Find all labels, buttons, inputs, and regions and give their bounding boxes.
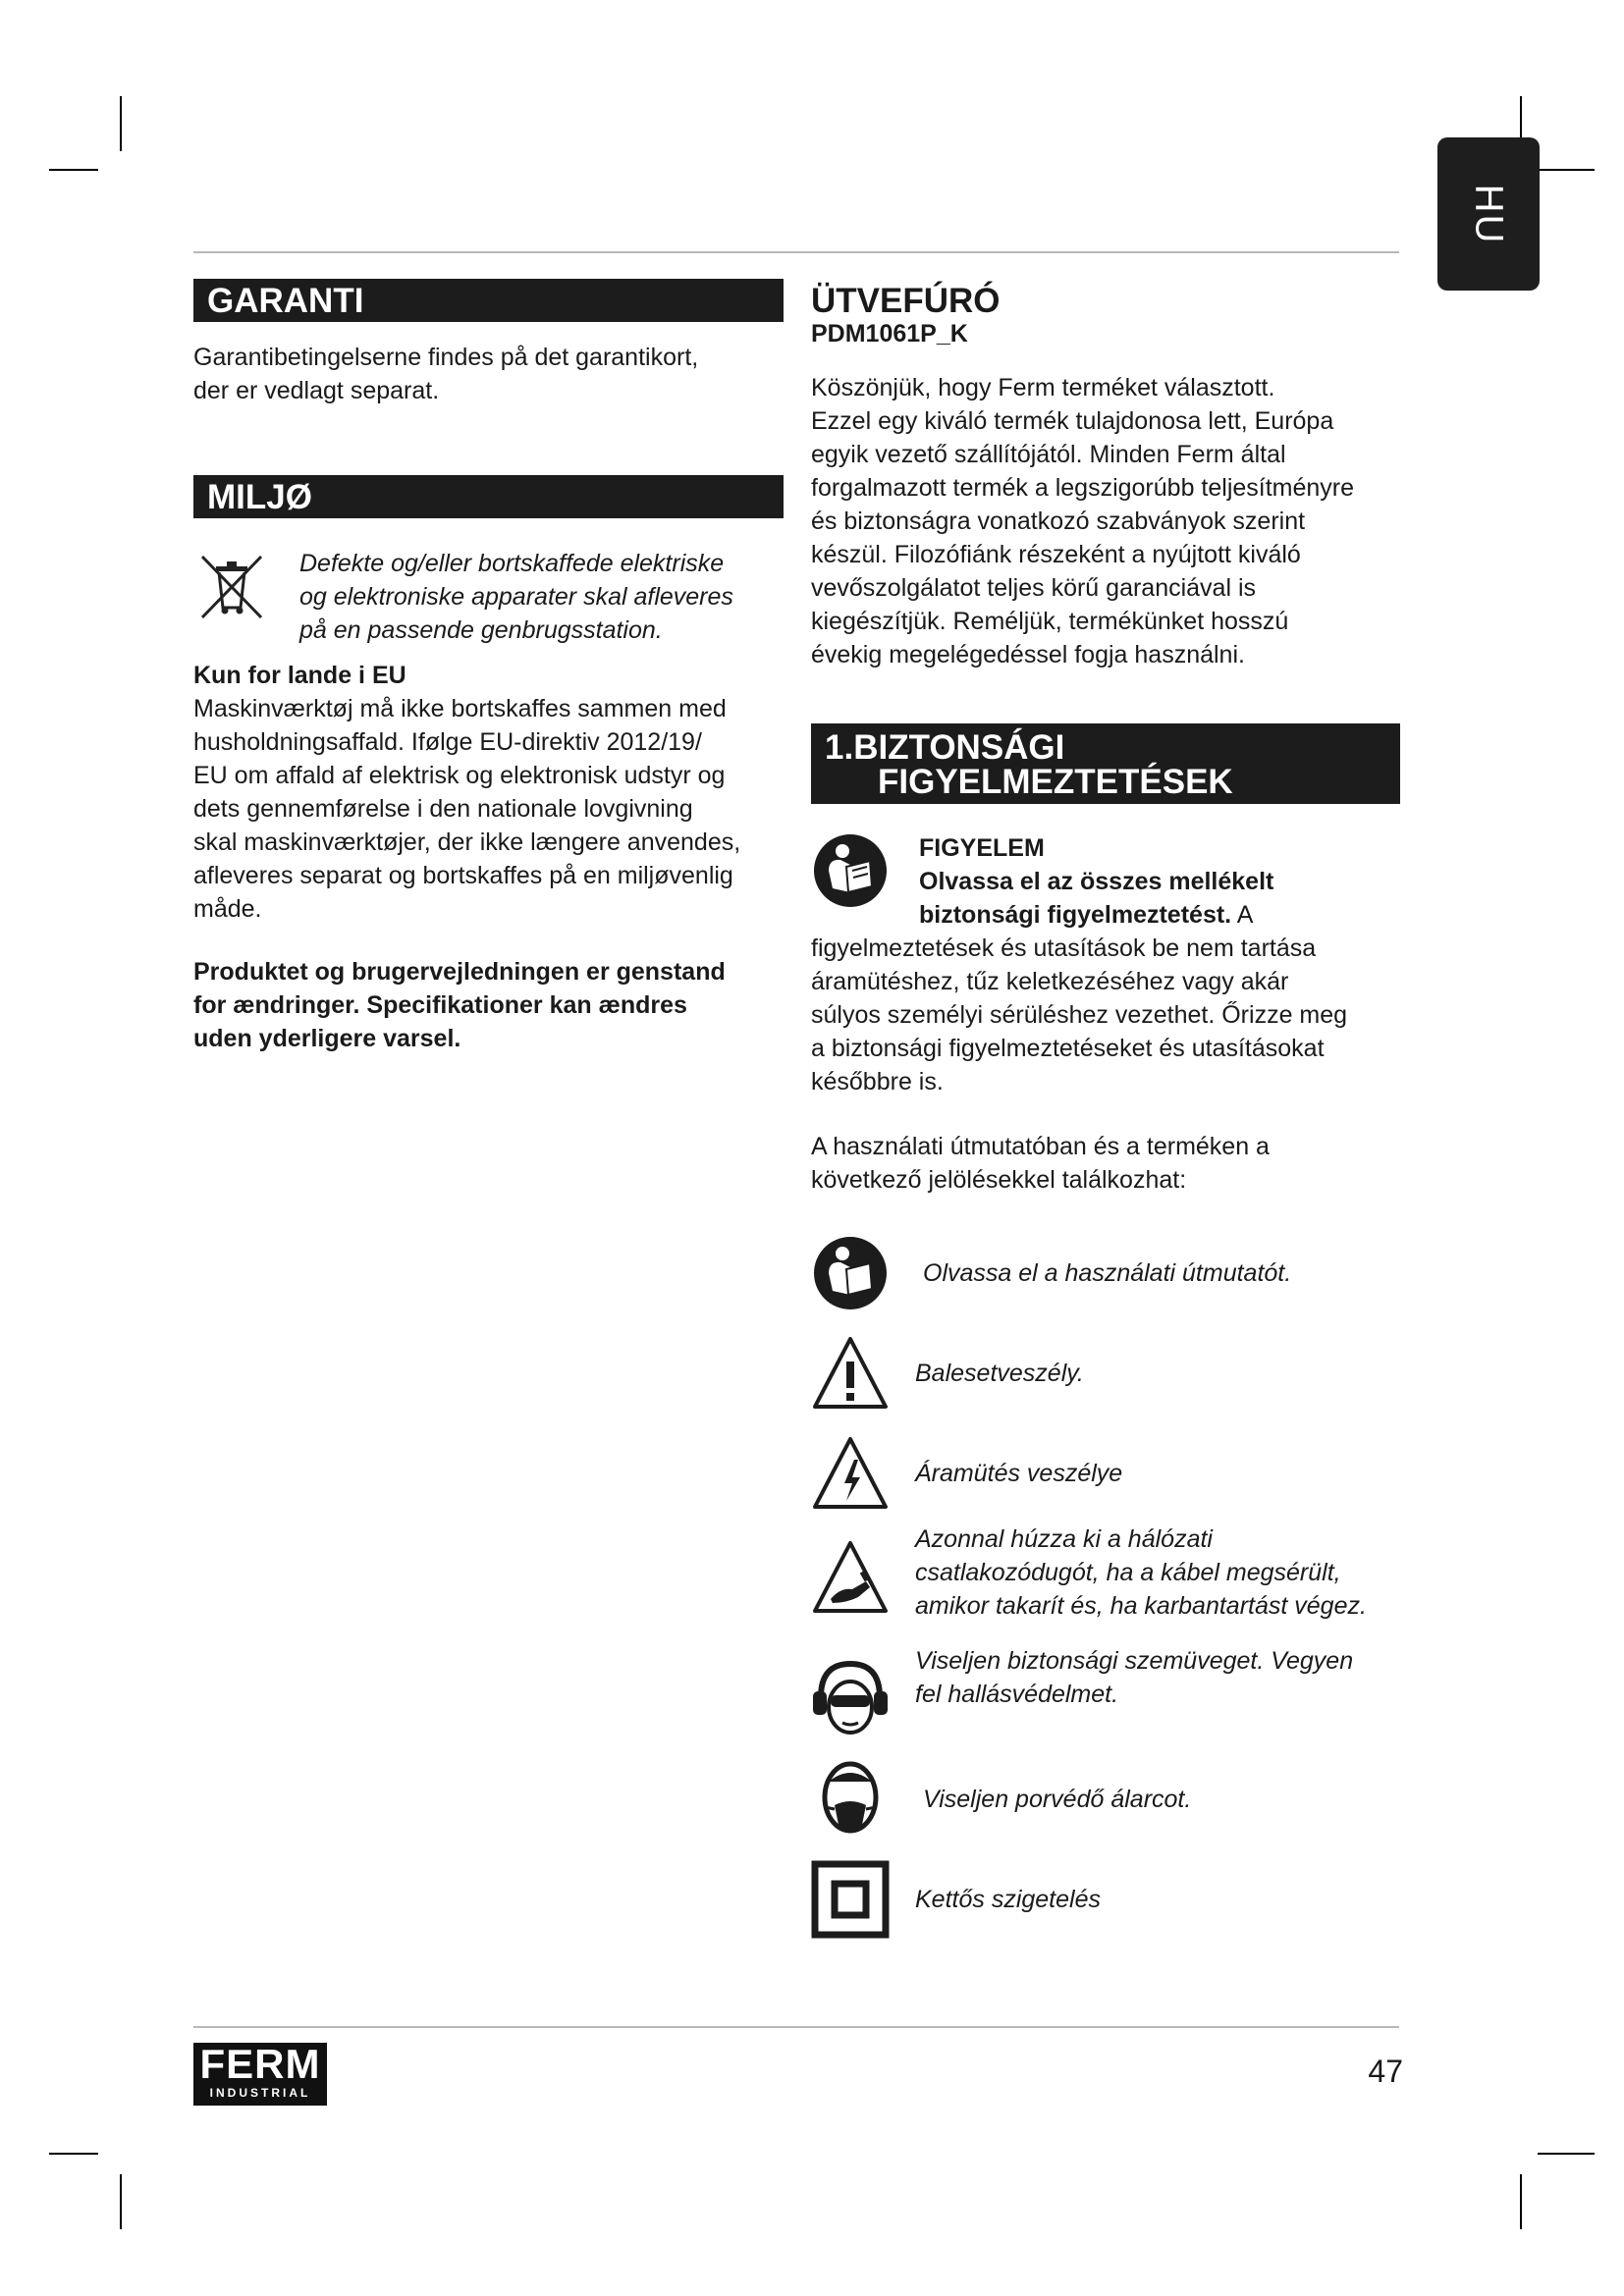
right-column — [811, 279, 1400, 1939]
warning-line-3: biztonsági figyelmeztetést. A — [919, 901, 1254, 929]
symbol-label: Viseljen biztonsági szemüveget. Vegyen fel hallásvédelmet. — [915, 1647, 1354, 1708]
symbol-row — [811, 1522, 1400, 1623]
symbol-label: Balesetveszély. — [915, 1360, 1084, 1387]
crossed-bin-icon — [196, 551, 267, 621]
crop-mark — [1520, 2174, 1522, 2229]
double-insulation-icon — [811, 1860, 890, 1939]
symbol-row — [811, 1644, 1400, 1736]
garanti-heading: GARANTI — [193, 279, 784, 322]
symbol-row — [811, 1860, 1400, 1939]
symbol-row — [811, 1434, 1400, 1513]
crop-mark — [1538, 2153, 1595, 2155]
safety-section-heading: 1.BIZTONSÁGI FIGYELMEZTETÉSEK — [811, 723, 1400, 804]
crop-mark — [1538, 169, 1595, 171]
symbols-intro: A használati útmutatóban és a terméken a következő jelölésekkel találkozhat: — [811, 1133, 1270, 1194]
change-notice: Produktet og brugervejledningen er genstand for ændringer. Specifikationer kan ændres uden yderligere varsel. — [193, 958, 726, 1052]
symbol-label: Viseljen porvédő álarcot. — [923, 1786, 1192, 1813]
miljo-heading: MILJØ — [193, 475, 784, 518]
warning-block — [811, 831, 1400, 1098]
garanti-text: Garantibetingelserne findes på det garantikort, der er vedlagt separat. — [193, 344, 699, 404]
weee-notice — [193, 547, 784, 647]
bottom-rule — [193, 2026, 1399, 2028]
symbol-row — [811, 1334, 1400, 1413]
top-rule — [193, 251, 1399, 253]
warning-triangle-icon — [811, 1334, 890, 1413]
symbol-row — [811, 1760, 1400, 1839]
ferm-logo: FERM INDUSTRIAL — [193, 2043, 327, 2106]
eu-text: Maskinværktøj må ikke bortskaffes sammen med husholdningsaffald. Ifølge EU-direktiv 2012/19/ EU om affald af elektrisk og elektronisk udstyr og dets gennemførelse i den nationale lovgivning skal maskinværktøjer, der ikke længere anvendes, afleveres separat og bortskaffes på en miljøvenlig måde. — [193, 695, 741, 923]
language-code: HU — [1467, 184, 1511, 244]
eu-heading: Kun for lande i EU — [193, 662, 406, 689]
symbol-label: Azonnal húzza ki a hálózati csatlakozódugót, ha a kábel megsérült, amikor takarít és, ha karbantartást végez. — [915, 1525, 1367, 1620]
read-manual-icon — [811, 831, 890, 910]
symbol-row — [811, 1234, 1400, 1312]
weee-text: Defekte og/eller bortskaffede elektriske og elektroniske apparater skal afleveres på en passende genbrugsstation. — [299, 550, 733, 644]
language-tab — [1437, 137, 1540, 291]
warning-text: figyelmeztetések és utasítások be nem tartása áramütéshez, tűz keletkezéséhez vagy akár súlyos személyi sérüléshez vezethet. Őrizze meg a biztonsági figyelmeztetéseket és utasításokat későbbre is. — [811, 934, 1348, 1095]
intro-text: Köszönjük, hogy Ferm terméket választott. Ezzel egy kiváló termék tulajdonosa lett, Európa egyik vezető szállítójától. Minden Ferm által forgalmazott termék a legszigorúbb teljesítményre és biztonságra vonatkozó szabványok szerint készül. Filozófiánk részeként a nyújtott kiváló vevőszolgálatot teljes körű garanciával is kiegészítjük. Reméljük, termékünket hosszú évekig megelégedéssel fogja használni. — [811, 374, 1355, 668]
symbol-label: Olvassa el a használati útmutatót. — [923, 1259, 1292, 1287]
warning-title: FIGYELEM — [919, 834, 1045, 862]
dust-mask-icon — [811, 1760, 890, 1839]
product-title: ÜTVEFÚRÓ — [811, 282, 1001, 320]
crop-mark — [49, 169, 98, 171]
unplug-icon — [811, 1538, 890, 1617]
goggles-earmuffs-icon — [811, 1658, 890, 1736]
crop-mark — [49, 2153, 98, 2155]
crop-mark — [120, 2174, 122, 2229]
symbol-label: Kettős szigetelés — [915, 1886, 1101, 1913]
left-column — [193, 279, 784, 1055]
warning-bold-1: Olvassa el az összes mellékelt — [919, 868, 1274, 895]
read-manual-icon — [811, 1234, 890, 1312]
electric-shock-icon — [811, 1434, 890, 1513]
product-model: PDM1061P_K — [811, 320, 968, 347]
symbol-label: Áramütés veszélye — [915, 1460, 1123, 1487]
crop-mark — [120, 96, 122, 151]
page-number: 47 — [1368, 2054, 1403, 2089]
